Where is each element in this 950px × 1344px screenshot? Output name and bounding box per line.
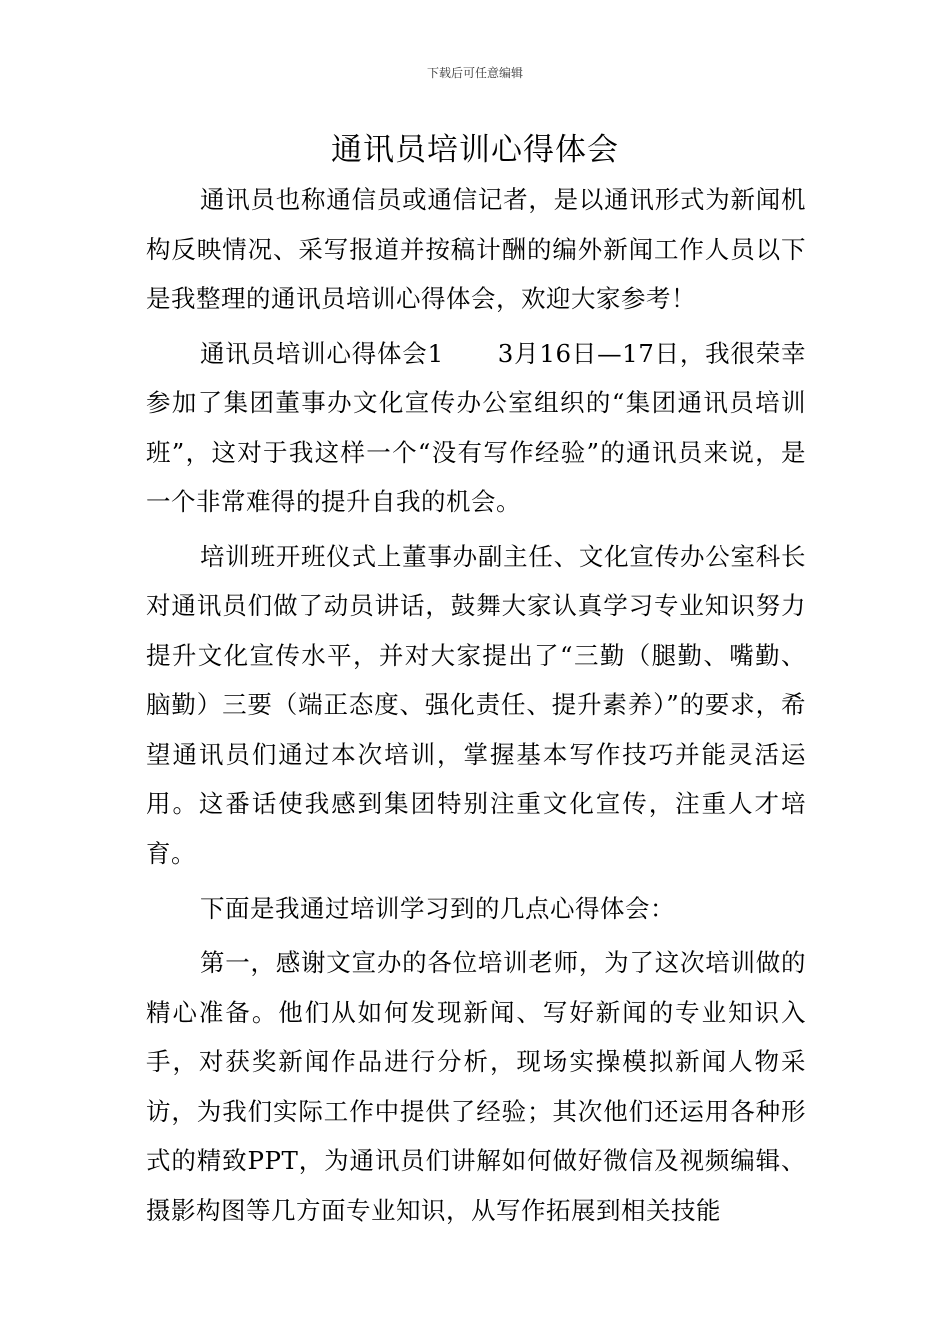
paragraph-point-1 [146,938,806,1235]
paragraph-text: 通讯员也称通信员或通信记者，是以通讯形式为新闻机构反映情况、采写报道并按稿计酬的编外新闻工作人员以下是我整理的通讯员培训心得体会，欢迎大家参考！ [146,185,806,313]
paragraph-text: 培训班开班仪式上董事办副主任、文化宣传办公室科长对通讯员们做了动员讲话，鼓舞大家认真学习专业知识努力提升文化宣传水平，并对大家提出了“三勤（腿勤、嘴勤、脑勤）三要（端正态度、强化责任、提升素养）”的要求，希望通讯员们通过本次培训，掌握基本写作技巧并能灵活运用。这番话使我感到集团特别注重文化宣传，注重人才培育。 [146,541,806,868]
paragraph-text: 第一，感谢文宣办的各位培训老师，为了这次培训做的精心准备。他们从如何发现新闻、写好新闻的专业知识入手，对获奖新闻作品进行分析，现场实操模拟新闻人物采访，为我们实际工作中提供了经验；其次他们还运用各种形式的精致PPT，为通讯员们讲解如何做好微信及视频编辑、摄影构图等几方面专业知识，从写作拓展到相关技能 [146,948,806,1225]
document-title: 通讯员培训心得体会 [331,132,619,168]
paragraph-intro [146,175,806,324]
header-note: 下载后可任意编辑 [426,66,523,80]
paragraph-points-intro [146,884,806,934]
paragraph-section-1 [146,329,806,527]
paragraph-opening-ceremony [146,532,806,879]
document-body [146,175,806,1240]
paragraph-text: 下面是我通过培训学习到的几点心得体会： [200,893,675,923]
section-lead: 通讯员培训心得体会1 [200,338,444,368]
paragraph-text: 3月16日—17日，我很荣幸参加了集团董事办文化宣传办公室组织的“集团通讯员培训班”，这对于我这样一个“没有写作经验”的通讯员来说，是一个非常难得的提升自我的机会。 [146,338,807,517]
